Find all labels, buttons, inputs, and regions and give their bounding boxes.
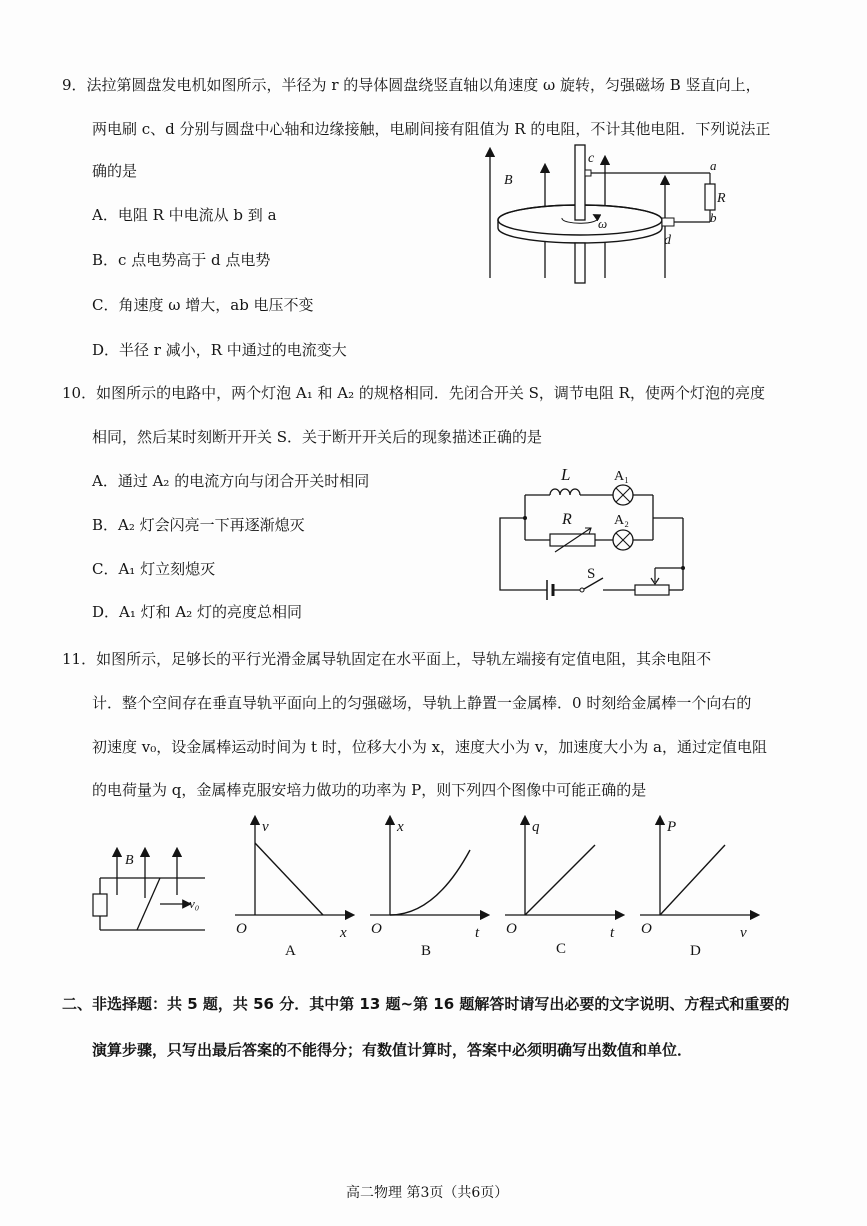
lamp-label-A2: A₂: [614, 513, 629, 528]
q10-option-a: A．通过 A₂ 的电流方向与闭合开关时相同: [92, 472, 370, 490]
graph-c-label: C: [556, 941, 567, 957]
resistor-label-R: R: [717, 191, 726, 206]
q9-line3: 确的是: [92, 162, 138, 180]
graph-b-ylabel: x: [397, 819, 404, 835]
q11-line2: 计．整个空间存在垂直导轨平面向上的匀强磁场，导轨上静置一金属棒．0 时刻给金属棒一个向右的: [92, 694, 752, 712]
graph-a-ylabel: v: [262, 819, 269, 835]
inductor-label-L: L: [561, 465, 571, 484]
graph-c-ylabel: q: [532, 819, 540, 835]
q10-option-c: C．A₁ 灯立刻熄灭: [92, 560, 216, 578]
q10-option-b: B．A₂ 灯会闪亮一下再逐渐熄灭: [92, 516, 305, 534]
field-label-B: B: [504, 173, 513, 188]
faraday-disc-figure: [480, 140, 740, 290]
lamp-label-A1: A₁: [614, 469, 629, 484]
graph-d-xlabel: v: [740, 925, 747, 941]
graph-a: [230, 815, 360, 960]
brush-label-d: d: [664, 233, 671, 248]
section2-line2: 演算步骤，只写出最后答案的不能得分；有数值计算时，答案中必须明确写出数值和单位．: [92, 1041, 693, 1059]
q9-option-c: C．角速度 ω 增大，ab 电压不变: [92, 296, 314, 314]
graph-c: [500, 815, 630, 960]
graph-b-origin: O: [371, 921, 382, 937]
q10-line1: 10．如图所示的电路中，两个灯泡 A₁ 和 A₂ 的规格相同．先闭合开关 S，调节电阻 R，使两个灯泡的亮度: [62, 384, 765, 402]
q9-line1: 9．法拉第圆盘发电机如图所示，半径为 r 的导体圆盘绕竖直轴以角速度 ω 旋转，匀强磁场 B 竖直向上，: [62, 76, 761, 94]
graph-c-origin: O: [506, 921, 517, 937]
resistor-label-R: R: [562, 511, 572, 528]
graph-a-origin: O: [236, 921, 247, 937]
graph-d-origin: O: [641, 921, 652, 937]
q11-line3: 初速度 v₀，设金属棒运动时间为 t 时，位移大小为 x，速度大小为 v，加速度大小为 a，通过定值电阻: [92, 738, 768, 756]
graph-c-xlabel: t: [610, 925, 615, 941]
node-label-b: b: [710, 210, 717, 225]
graph-a-label: A: [285, 943, 296, 959]
q9-line2: 两电刷 c、d 分别与圆盘中心轴和边缘接触，电刷间接有阻值为 R 的电阻，不计其他电阻．下列说法正: [92, 120, 771, 138]
q9-option-a: A．电阻 R 中电流从 b 到 a: [92, 206, 277, 224]
q10-line2: 相同，然后某时刻断开开关 S．关于断开开关后的现象描述正确的是: [92, 428, 543, 446]
graph-d-ylabel: P: [667, 819, 677, 835]
q9-option-b: B．c 点电势高于 d 点电势: [92, 251, 271, 269]
brush-label-c: c: [588, 151, 595, 166]
graph-a-xlabel: x: [340, 925, 347, 941]
graph-b-label: B: [421, 943, 432, 959]
q10-option-d: D．A₁ 灯和 A₂ 灯的亮度总相同: [92, 603, 303, 621]
setup-v0-label: v₀: [189, 896, 200, 911]
omega-label: ω: [598, 216, 608, 231]
node-label-a: a: [710, 158, 717, 173]
page-footer: 高二物理 第3页（共6页）: [346, 1185, 509, 1201]
setup-field-B: B: [125, 853, 134, 868]
q9-option-d: D．半径 r 减小，R 中通过的电流变大: [92, 341, 347, 359]
switch-label-S: S: [587, 566, 596, 582]
section2-line1: 二、非选择题：共 5 题，共 56 分．其中第 13 题~第 16 题解答时请写出必要的文字说明、方程式和重要的: [62, 995, 790, 1013]
graph-b-xlabel: t: [475, 925, 480, 941]
circuit-figure: [495, 460, 695, 610]
graph-d: [635, 815, 765, 960]
rails-setup-figure: [85, 840, 215, 940]
graph-d-label: D: [690, 943, 701, 959]
graph-b: [365, 815, 495, 960]
q11-line1: 11．如图所示，足够长的平行光滑金属导轨固定在水平面上，导轨左端接有定值电阻，其余电阻不: [62, 650, 712, 668]
q11-line4: 的电荷量为 q，金属棒克服安培力做功的功率为 P，则下列四个图像中可能正确的是: [92, 781, 647, 799]
